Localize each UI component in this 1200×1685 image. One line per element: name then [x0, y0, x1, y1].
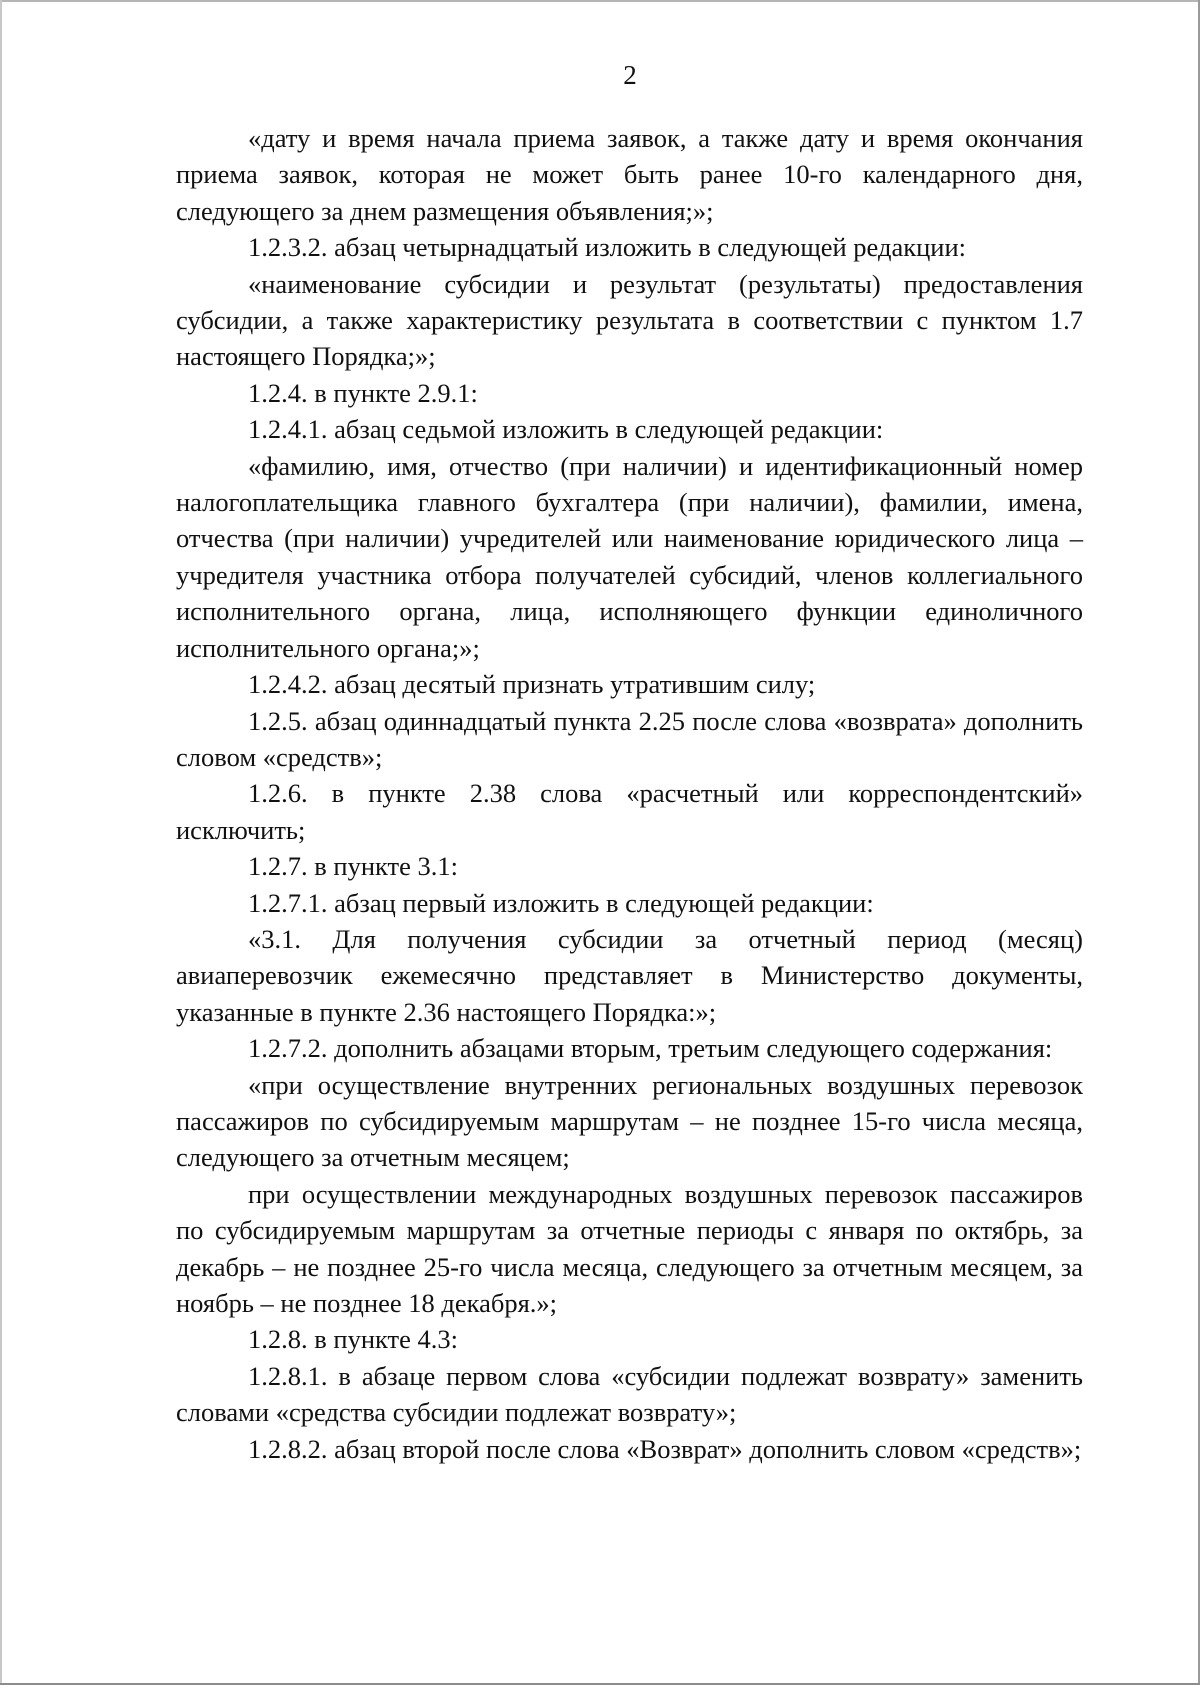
paragraph-1: «дату и время начала приема заявок, а также дату и время окончания приема заявок, которая не может быть ранее 10-го календарного дня, следующего за днем размещения объявления;»;: [176, 123, 1083, 226]
scan-edge-top: [0, 0, 1200, 2]
paragraph-15: при осуществлении международных воздушных перевозок пассажиров по субсидируемым маршрутам за отчетные периоды с января по октябрь, за декабрь – не позднее 25-го числа месяца, следующего за отчетным месяцем, за ноябрь – не позднее 18 декабря.»;: [176, 1178, 1083, 1318]
paragraph-12: «3.1. Для получения субсидии за отчетный период (месяц) авиаперевозчик ежемесячно представляет в Министерство документы, указанные в пункте 2.36 настоящего Порядка:»;: [176, 923, 1083, 1027]
paragraph-3: «наименование субсидии и результат (результаты) предоставления субсидии, а также характеристику результата в соответствии с пунктом 1.7 настоящего Порядка;»;: [176, 268, 1083, 372]
paragraph-10: 1.2.7. в пункте 3.1:: [248, 851, 458, 882]
paragraph-13: 1.2.7.2. дополнить абзацами вторым, третьим следующего содержания:: [248, 1033, 1053, 1064]
paragraph-5: 1.2.4.1. абзац седьмой изложить в следующей редакции:: [248, 414, 884, 445]
paragraph-14: «при осуществление внутренних региональных воздушных перевозок пассажиров по субсидируемым маршрутам – не позднее 15-го числа месяца, следующего за отчетным месяцем;: [176, 1069, 1083, 1173]
paragraph-6: «фамилию, имя, отчество (при наличии) и идентификационный номер налогоплательщика главного бухгалтера (при наличии), фамилии, имена, отчества (при наличии) учредителей или наименование юридического лица – учредителя участника отбора получателей субсидий, членов коллегиального исполнительного органа, лица, исполняющего функции единоличного исполнительного органа;»;: [176, 450, 1083, 663]
paragraph-16: 1.2.8. в пункте 4.3:: [248, 1324, 458, 1355]
paragraph-17: 1.2.8.1. в абзаце первом слова «субсидии подлежат возврату» заменить словами «средства субсидии подлежат возврату»;: [176, 1360, 1083, 1428]
paragraph-11: 1.2.7.1. абзац первый изложить в следующей редакции:: [248, 887, 874, 918]
paragraph-4: 1.2.4. в пункте 2.9.1:: [248, 377, 478, 408]
document-body: [176, 120, 1083, 1467]
scan-edge-left: [0, 0, 2, 1685]
page-number: 2: [623, 60, 637, 90]
paragraph-2: 1.2.3.2. абзац четырнадцатый изложить в следующей редакции:: [248, 232, 966, 263]
paragraph-8: 1.2.5. абзац одиннадцатый пункта 2.25 после слова «возврата» дополнить словом «средств»;: [176, 705, 1083, 772]
paragraph-7: 1.2.4.2. абзац десятый признать утратившим силу;: [248, 669, 816, 700]
paragraph-18: 1.2.8.2. абзац второй после слова «Возврат» дополнить словом «средств»;: [248, 1433, 1082, 1464]
paragraph-9: 1.2.6. в пункте 2.38 слова «расчетный или корреспондентский» исключить;: [176, 778, 1083, 845]
